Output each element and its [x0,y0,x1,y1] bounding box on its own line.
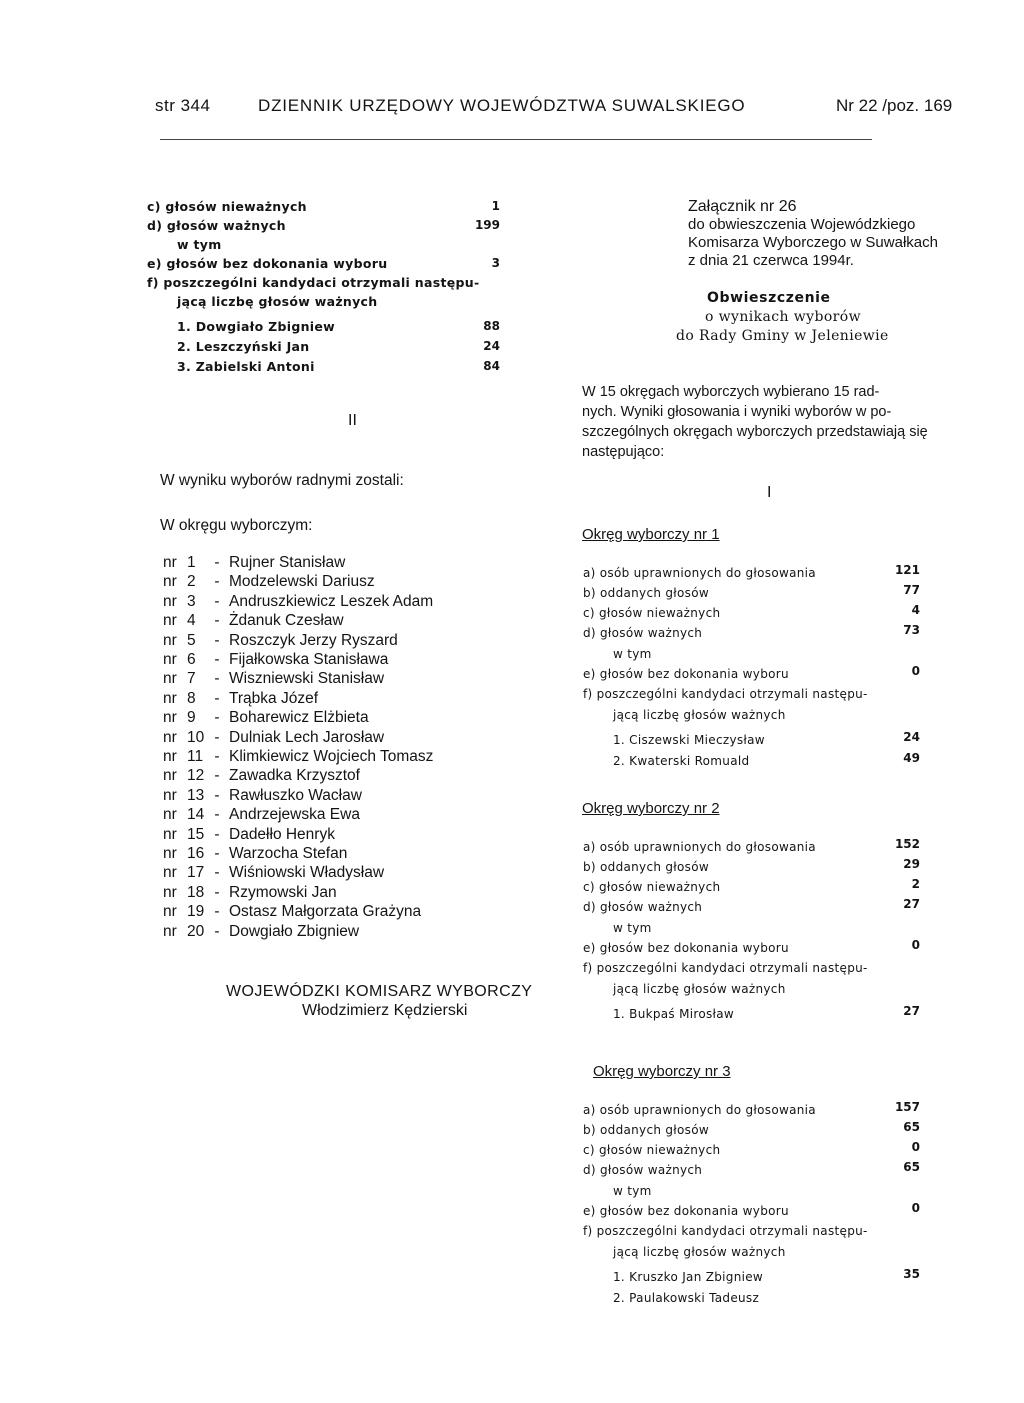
elected-dash: - [214,689,220,707]
elected-dash: - [214,845,220,862]
result-label: jącą liczbę głosów ważnych [177,294,378,309]
elected-row [163,748,433,766]
elected-nr-label: nr [163,728,177,746]
result-value: 65 [903,1120,920,1134]
elected-name: Boharewicz Elżbieta [229,709,369,727]
elected-dash: - [214,728,220,746]
result-label: jącą liczbę głosów ważnych [613,708,786,722]
candidate-name: 2. Leszczyński Jan [177,339,310,354]
elected-number: 13 [187,786,205,804]
elected-number: 2 [187,573,196,591]
elected-nr-label: nr [163,631,177,649]
annex-line-2: do obwieszczenia Wojewódzkiego [688,216,916,233]
candidate-name: 3. Zabielski Antoni [177,359,315,374]
district-title: Okręg wyborczy nr 3 [593,1063,731,1080]
elected-dash: - [214,864,220,882]
result-label: w tym [613,921,652,935]
result-label: jącą liczbę głosów ważnych [613,1245,786,1259]
elected-row [163,709,369,727]
elected-number: 14 [187,806,205,824]
elected-name: Rawłuszko Wacław [229,786,362,804]
candidate-votes: 88 [483,319,500,333]
result-value: 0 [911,938,920,952]
result-label: jącą liczbę głosów ważnych [613,982,786,996]
candidate-name: 1. Bukpaś Mirosław [613,1007,735,1021]
annex-line-1: Załącznik nr 26 [688,198,797,215]
elected-nr-label: nr [163,903,177,921]
issue-number: Nr 22 /poz. 169 [836,96,953,115]
result-value: 65 [903,1160,920,1174]
elected-dash: - [214,806,220,824]
elected-nr-label: nr [163,748,177,765]
result-label: a) osób uprawnionych do głosowania [583,1103,816,1117]
section-heading-i: I [767,484,772,501]
result-label: e) głosów bez dokonania wyboru [147,256,388,271]
district-intro: W okręgu wyborczym: [160,517,313,534]
elected-row [163,845,347,863]
elected-nr-label: nr [163,592,177,610]
elected-nr-label: nr [163,883,177,901]
notice-line-3: do Rady Gminy w Jeleniewie [676,328,889,344]
elected-name: Wiśniowski Władysław [229,864,385,882]
elected-number: 16 [187,845,205,862]
result-label: d) głosów ważnych [583,626,703,640]
elected-number: 7 [187,670,196,688]
elected-row [163,923,359,941]
elected-name: Fijałkowska Stanisława [229,651,389,668]
elected-nr-label: nr [163,864,177,882]
elected-name: Ostasz Małgorzata Grażyna [229,903,422,921]
elected-row [163,884,337,902]
elected-nr-label: nr [163,922,177,940]
candidate-votes: 49 [903,751,920,765]
elected-dash: - [214,767,220,785]
result-label: f) poszczególni kandydaci otrzymali następu- [147,275,480,290]
result-value: 2 [911,877,920,891]
elected-nr-label: nr [163,845,177,862]
result-value: 157 [894,1100,920,1114]
elected-name: Dowgiało Zbigniew [229,922,360,940]
result-value: 27 [903,897,920,911]
result-label: d) głosów ważnych [147,218,286,233]
elected-dash: - [214,709,220,727]
elected-row [163,690,318,708]
result-label: f) poszczególni kandydaci otrzymali następu- [583,687,868,701]
page-number: str 344 [155,96,211,115]
result-label: f) poszczególni kandydaci otrzymali następu- [583,1224,868,1238]
elected-name: Trąbka Józef [229,689,319,707]
elected-nr-label: nr [163,786,177,804]
elected-row [163,826,335,844]
elected-number: 12 [187,767,205,785]
result-value: 0 [911,664,920,678]
elected-nr-label: nr [163,806,177,824]
result-label: d) głosów ważnych [583,900,703,914]
result-value: 0 [911,1201,920,1215]
elected-dash: - [214,825,220,843]
annex-line-3: Komisarza Wyborczego w Suwałkach [688,234,938,251]
elected-row [163,806,360,824]
signature-name: Włodzimierz Kędzierski [302,1002,468,1019]
result-value: 152 [894,837,920,851]
elected-dash: - [214,573,220,591]
candidate-name: 1. Dowgiało Zbigniew [177,319,336,334]
elected-number: 15 [187,825,205,843]
elected-number: 17 [187,864,205,882]
journal-title: DZIENNIK URZĘDOWY WOJEWÓDZTWA SUWALSKIEGO [258,96,746,115]
elected-name: Wiszniewski Stanisław [229,670,385,688]
result-label: e) głosów bez dokonania wyboru [583,1204,789,1218]
elected-row [163,864,384,882]
elected-nr-label: nr [163,825,177,843]
intro-line-4: następująco: [582,444,665,460]
elected-number: 5 [187,631,196,649]
district-title: Okręg wyborczy nr 1 [582,526,720,543]
result-label: f) poszczególni kandydaci otrzymali następu- [583,961,868,975]
elected-dash: - [214,670,220,688]
candidate-votes: 35 [903,1267,920,1281]
candidate-name: 2. Paulakowski Tadeusz [613,1291,760,1305]
elected-dash: - [214,592,220,610]
result-label: a) osób uprawnionych do głosowania [583,566,816,580]
result-label: w tym [177,237,222,252]
section-heading-ii: II [348,412,357,429]
result-label: e) głosów bez dokonania wyboru [583,941,789,955]
elected-row [163,729,384,747]
elected-dash: - [214,748,220,765]
result-value: 73 [903,623,920,637]
elected-dash: - [214,554,220,571]
elected-row [163,632,398,650]
elected-row [163,612,344,630]
elected-number: 1 [187,554,196,571]
elected-number: 11 [187,748,204,765]
elected-name: Roszczyk Jerzy Ryszard [229,631,398,649]
elected-name: Andruszkiewicz Leszek Adam [229,592,434,610]
elected-number: 4 [187,612,196,630]
elected-dash: - [214,612,220,630]
elected-nr-label: nr [163,670,177,688]
elected-dash: - [214,903,220,921]
elected-number: 9 [187,709,196,727]
elected-name: Rujner Stanisław [229,554,346,571]
elected-number: 10 [187,728,205,746]
result-label: c) głosów nieważnych [583,880,721,894]
elected-row [163,767,360,785]
result-label: b) oddanych głosów [583,860,709,874]
elected-nr-label: nr [163,573,177,591]
elected-row [163,787,362,805]
elected-row [163,573,375,591]
elected-name: Modzelewski Dariusz [229,573,375,591]
elected-number: 19 [187,903,205,921]
result-label: b) oddanych głosów [583,586,709,600]
candidate-votes: 27 [903,1004,920,1018]
elected-nr-label: nr [163,767,177,785]
candidate-votes: 24 [483,339,500,353]
result-label: e) głosów bez dokonania wyboru [583,667,789,681]
elected-intro: W wyniku wyborów radnymi zostali: [160,472,404,489]
elected-dash: - [214,922,220,940]
result-value: 1 [491,199,500,213]
result-value: 0 [911,1140,920,1154]
district-title: Okręg wyborczy nr 2 [582,800,720,817]
elected-row [163,903,421,921]
elected-nr-label: nr [163,709,177,727]
result-label: c) głosów nieważnych [583,1143,721,1157]
result-label: a) osób uprawnionych do głosowania [583,840,816,854]
elected-name: Dadełło Henryk [229,825,335,843]
result-label: w tym [613,647,652,661]
elected-dash: - [214,631,220,649]
elected-nr-label: nr [163,651,177,668]
elected-nr-label: nr [163,612,177,630]
intro-line-3: szczególnych okręgach wyborczych przedstawiają się [582,424,928,440]
signature-role: WOJEWÓDZKI KOMISARZ WYBORCZY [226,983,533,1000]
elected-name: Andrzejewska Ewa [229,806,360,824]
result-label: c) głosów nieważnych [147,199,307,214]
elected-number: 20 [187,922,205,940]
result-value: 3 [491,256,500,270]
result-label: c) głosów nieważnych [583,606,721,620]
header-rule [160,139,872,140]
elected-name: Klimkiewicz Wojciech Tomasz [229,748,434,765]
result-value: 199 [474,218,500,232]
result-label: w tym [613,1184,652,1198]
intro-line-2: nych. Wyniki głosowania i wyniki wyborów w po- [582,404,892,420]
notice-title: Obwieszczenie [707,290,831,306]
elected-row [163,593,433,611]
elected-row [163,670,384,688]
candidate-votes: 24 [903,730,920,744]
elected-dash: - [214,883,220,901]
elected-name: Dulniak Lech Jarosław [229,728,385,746]
elected-dash: - [214,651,220,668]
elected-number: 3 [187,592,196,610]
elected-row [163,554,345,572]
result-value: 77 [903,583,920,597]
elected-nr-label: nr [163,554,177,571]
elected-name: Zawadka Krzysztof [229,767,360,785]
notice-line-2: o wynikach wyborów [705,309,861,325]
intro-line-1: W 15 okręgach wyborczych wybierano 15 rad- [582,384,880,400]
result-label: d) głosów ważnych [583,1163,703,1177]
result-value: 29 [903,857,920,871]
elected-number: 18 [187,883,205,901]
result-value: 4 [911,603,920,617]
elected-row [163,651,388,669]
result-label: b) oddanych głosów [583,1123,709,1137]
elected-name: Warzocha Stefan [229,845,348,862]
elected-nr-label: nr [163,689,177,707]
candidate-name: 2. Kwaterski Romuald [613,754,750,768]
elected-name: Żdanuk Czesław [229,612,344,630]
candidate-name: 1. Kruszko Jan Zbigniew [613,1270,764,1284]
result-value: 121 [894,563,920,577]
elected-dash: - [214,786,220,804]
elected-number: 6 [187,651,196,668]
annex-line-4: z dnia 21 czerwca 1994r. [688,252,854,269]
candidate-name: 1. Ciszewski Mieczysław [613,733,765,747]
elected-number: 8 [187,689,196,707]
candidate-votes: 84 [483,359,500,373]
elected-name: Rzymowski Jan [229,883,337,901]
